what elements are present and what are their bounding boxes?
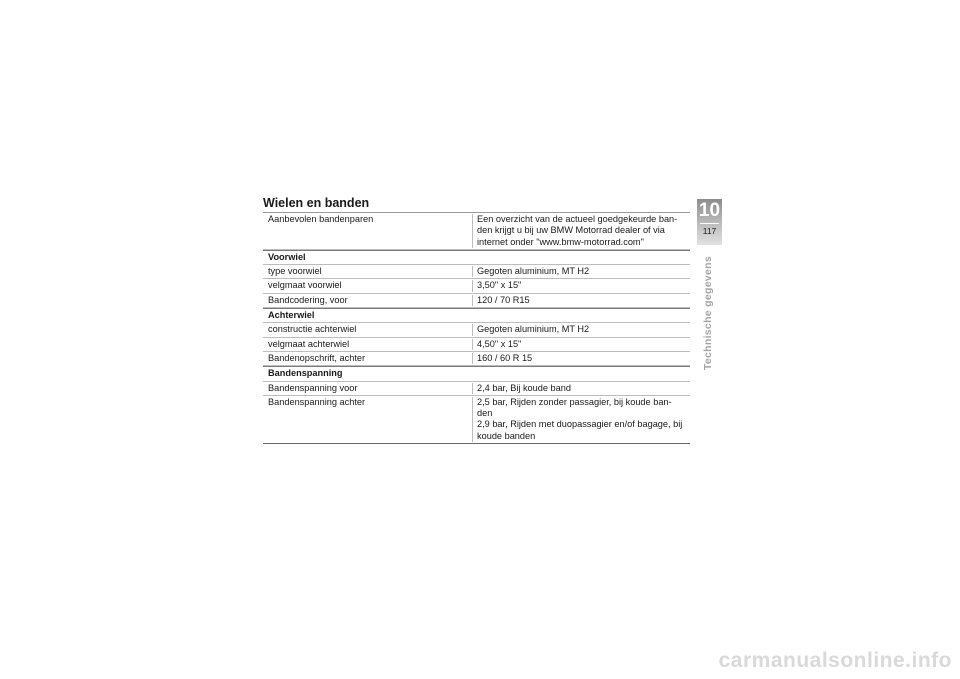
chapter-title-vertical: Technische gegevens <box>702 256 714 371</box>
row-label: Bandcodering, voor <box>268 294 348 305</box>
row-value: 3,50" x 15" <box>472 280 690 291</box>
row-label: Bandenspanning voor <box>268 382 358 393</box>
row-label: constructie achterwiel <box>268 324 357 335</box>
chapter-number: 10 <box>698 200 721 221</box>
row-value <box>472 397 690 442</box>
chapter-tab <box>697 199 722 245</box>
row-value: 2,4 bar, Bij koude band <box>472 383 690 394</box>
table-row-recommended-tires <box>263 213 690 250</box>
row-value-line: 2,9 bar, Rijden met duopassagier en/of bagage, bij koude banden <box>477 419 683 441</box>
page-number: 117 <box>702 226 717 236</box>
row-value: 4,50" x 15" <box>472 339 690 350</box>
row-label: velgmaat achterwiel <box>268 338 350 349</box>
table-row <box>263 352 690 366</box>
page-title: Wielen en banden <box>263 196 370 210</box>
watermark: carmanualsonline.info <box>718 649 952 672</box>
spec-table <box>263 212 690 444</box>
chapter-divider <box>700 223 719 224</box>
row-label: Bandenopschrift, achter <box>268 352 366 363</box>
table-row <box>263 279 690 293</box>
row-label: Aanbevolen bandenparen <box>268 214 374 224</box>
table-row <box>263 294 690 308</box>
row-value: Gegoten aluminium, MT H2 <box>472 324 690 335</box>
section-heading-front-wheel: Voorwiel <box>263 250 690 265</box>
row-label: Bandenspanning achter <box>268 396 366 407</box>
section-heading-tire-pressure: Bandenspanning <box>263 366 690 381</box>
row-value: 120 / 70 R15 <box>472 295 690 306</box>
row-value: Een overzicht van de actueel goedgekeurde ban-den krijgt u bij uw BMW Motorrad dealer of via internet onder "www.bmw-motorrad.com" <box>472 214 690 248</box>
row-value: 160 / 60 R 15 <box>472 353 690 364</box>
row-value-line: 2,5 bar, Rijden zonder passagier, bij koude ban-den <box>477 396 672 419</box>
table-row <box>263 265 690 279</box>
section-heading-rear-wheel: Achterwiel <box>263 308 690 323</box>
row-value: Gegoten aluminium, MT H2 <box>472 266 690 277</box>
row-label: type voorwiel <box>268 266 322 277</box>
row-label: velgmaat voorwiel <box>268 280 342 291</box>
table-row <box>263 338 690 352</box>
table-row <box>263 396 690 444</box>
table-row <box>263 323 690 337</box>
table-row <box>263 382 690 396</box>
